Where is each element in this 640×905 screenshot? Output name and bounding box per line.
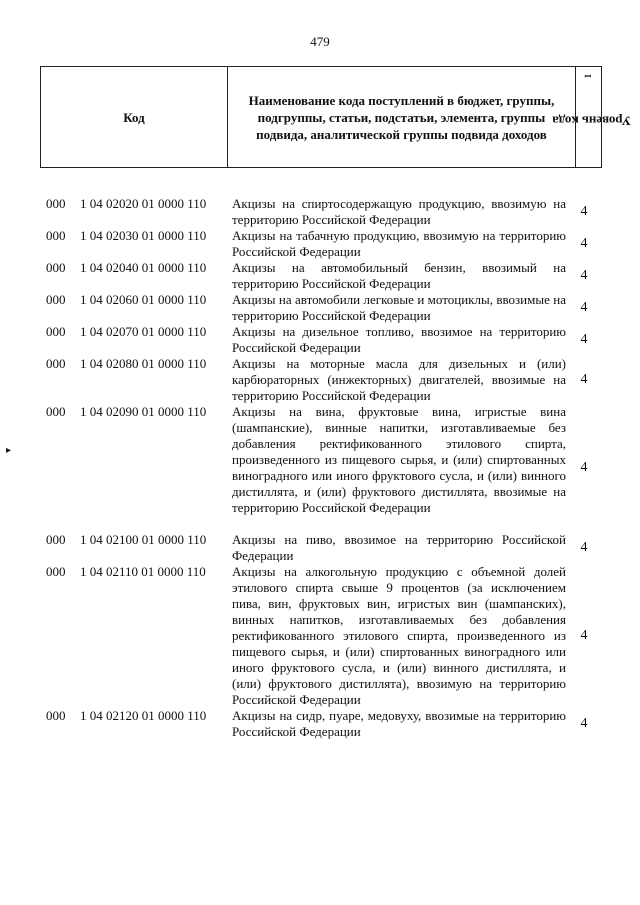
row-group: 000 xyxy=(46,196,66,211)
row-group: 000 xyxy=(46,324,66,339)
row-group: 000 xyxy=(46,564,66,579)
row-level: 4 xyxy=(580,540,588,555)
page-number: 479 xyxy=(310,34,330,49)
row-name: Акцизы на табачную продукцию, ввозимую на территорию Российской Федерации xyxy=(232,228,566,259)
header-level-label: Уровень кода xyxy=(552,113,632,129)
row-level: 4 xyxy=(580,268,588,283)
header-level xyxy=(552,67,632,167)
row-group: 000 xyxy=(46,228,66,243)
row-code: 1 04 02120 01 0000 110 xyxy=(80,708,207,723)
header-level-footnote: 1 xyxy=(582,73,593,79)
table-row xyxy=(40,324,602,356)
row-level: 4 xyxy=(580,204,588,219)
row-name: Акцизы на алкогольную продукцию с объемной долей этилового спирта свыше 9 процентов (за исключением пива, вин, фруктовых вин, игристых вин (шампанских), винных напитков, изготавливаемых без добавления ректификованного этилового спирта, произведенного из пищевого сырья, и (или) спиртованных виноградного или иного фруктового сусла, и (или) винного дистиллята, и (или) фруктового дистиллята), ввозимую на территорию Российской Федерации xyxy=(232,564,566,707)
row-level: 4 xyxy=(580,236,588,251)
row-group: 000 xyxy=(46,260,66,275)
row-name: Акцизы на автомобили легковые и мотоциклы, ввозимые на территорию Российской Федерации xyxy=(232,292,566,323)
row-code: 1 04 02070 01 0000 110 xyxy=(80,324,207,339)
row-level: 4 xyxy=(580,716,588,731)
row-code: 1 04 02080 01 0000 110 xyxy=(80,356,207,371)
row-code: 1 04 02110 01 0000 110 xyxy=(80,564,206,579)
row-group: 000 xyxy=(46,292,66,307)
row-level: 4 xyxy=(580,300,588,315)
row-name: Акцизы на вина, фруктовые вина, игристые вина (шампанские), винные напитки, изготавливаемые без добавления ректификованного этилового спирта, произведенного из пищевого сырья, и (или) спиртованных виноградного или иного фруктового сусла, и (или) винного дистиллята, и (или) фруктового дистиллята, ввозимые на территорию Российской Федерации xyxy=(232,404,566,515)
table-row xyxy=(40,404,602,532)
row-code: 1 04 02020 01 0000 110 xyxy=(80,196,207,211)
row-name: Акцизы на пиво, ввозимое на территорию Российской Федерации xyxy=(232,532,566,563)
row-code: 1 04 02060 01 0000 110 xyxy=(80,292,207,307)
table-row xyxy=(40,564,602,708)
row-name: Акцизы на автомобильный бензин, ввозимый на территорию Российской Федерации xyxy=(232,260,566,291)
table-row xyxy=(40,292,602,324)
table-row xyxy=(40,708,602,740)
row-name: Акцизы на дизельное топливо, ввозимое на территорию Российской Федерации xyxy=(232,324,566,355)
row-code: 1 04 02100 01 0000 110 xyxy=(80,532,207,547)
margin-mark: ▸ xyxy=(6,445,12,456)
row-level: 4 xyxy=(580,460,588,475)
table-row xyxy=(40,228,602,260)
row-code: 1 04 02090 01 0000 110 xyxy=(80,404,207,419)
row-group: 000 xyxy=(46,404,66,419)
row-level: 4 xyxy=(580,332,588,347)
row-group: 000 xyxy=(46,356,66,371)
row-level: 4 xyxy=(580,372,588,387)
header-name: Наименование кода поступлений в бюджет, группы, подгруппы, статьи, подстатьи, элемента, группы подвида, аналитической группы подвида доходов xyxy=(227,67,575,167)
row-code: 1 04 02040 01 0000 110 xyxy=(80,260,207,275)
table-row xyxy=(40,356,602,404)
table-row xyxy=(40,532,602,564)
table-header xyxy=(40,66,632,168)
row-name: Акцизы на спиртосодержащую продукцию, ввозимую на территорию Российской Федерации xyxy=(232,196,566,227)
row-code: 1 04 02030 01 0000 110 xyxy=(80,228,207,243)
row-name: Акцизы на моторные масла для дизельных и (или) карбюраторных (инжекторных) двигателей, ввозимые на территорию Российской Федерации xyxy=(232,356,566,403)
table-row xyxy=(40,260,602,292)
row-group: 000 xyxy=(46,708,66,723)
table-body xyxy=(40,196,602,740)
row-name: Акцизы на сидр, пуаре, медовуху, ввозимые на территорию Российской Федерации xyxy=(232,708,566,739)
row-level: 4 xyxy=(580,628,588,643)
row-group: 000 xyxy=(46,532,66,547)
table-row xyxy=(40,196,602,228)
header-code: Код xyxy=(123,109,145,125)
